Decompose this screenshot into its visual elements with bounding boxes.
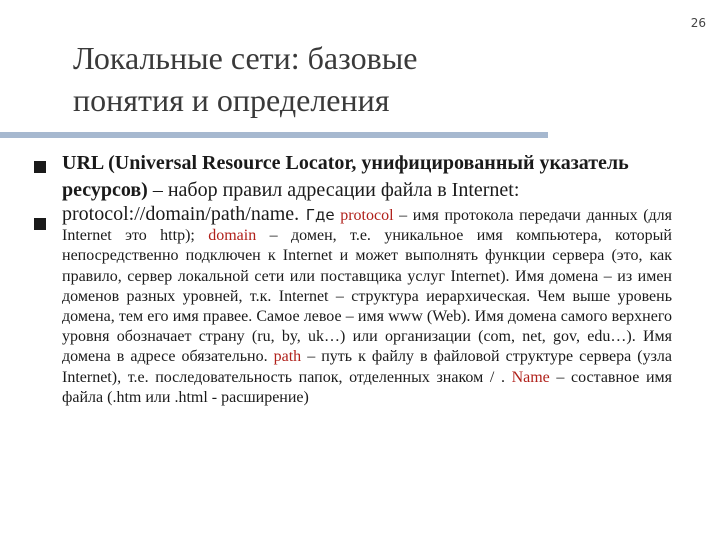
bullet-square-icon: [34, 218, 46, 230]
page-number: 26: [690, 16, 706, 30]
text-run: – имя протокола передачи данных (для Internet это http);: [62, 207, 673, 245]
text-run: – путь к файлу в файловой структуре сервера (узла Internet), т.е. последовательность папок, отделенных знаком / .: [62, 348, 672, 386]
keyword-protocol: protocol: [340, 207, 394, 224]
url-example: protocol://domain/path/name: [62, 203, 295, 225]
keyword-domain: domain: [208, 227, 257, 245]
text-run-gde: Где: [305, 206, 335, 224]
text-run: .: [294, 203, 306, 225]
title-underline-rule: [0, 132, 548, 138]
slide-content: [62, 150, 672, 408]
slide-title-line-1: Локальные сети: базовые: [73, 40, 418, 76]
text-run: – составное имя файла (.htm или .html - расширение): [62, 368, 673, 406]
url-term: URL (Universal Resource Locator, унифицированный указатель ресурсов): [62, 152, 629, 201]
text-run: – домен, т.е. уникальное имя компьютера, который непосредственно подключен к Internet и может выполнять функции сервера (это, как правило, сервер локальной сети или поставщика услуг Internet). Имя домена – из имен доменов разных уровней, т.к. Internet – структура иерархическая. Чем выше уровень домена, тем его имя правее. Самое левое – имя www (Web). Имя домена самого верхнего уровня обозначает страну (ru, by, uk…) или организации (com, net, gov, edu…). Имя домена в адресе обязательно.: [62, 227, 672, 366]
slide-title: [73, 37, 633, 121]
keyword-name: Name: [511, 368, 550, 386]
keyword-path: path: [273, 348, 302, 366]
url-explanation: [62, 204, 672, 408]
bullet-square-icon: [34, 161, 46, 173]
url-definition-text: – набор правил адресации файла в Internet:: [147, 179, 520, 201]
url-definition: [62, 150, 672, 204]
slide-title-line-2: понятия и определения: [73, 82, 390, 118]
